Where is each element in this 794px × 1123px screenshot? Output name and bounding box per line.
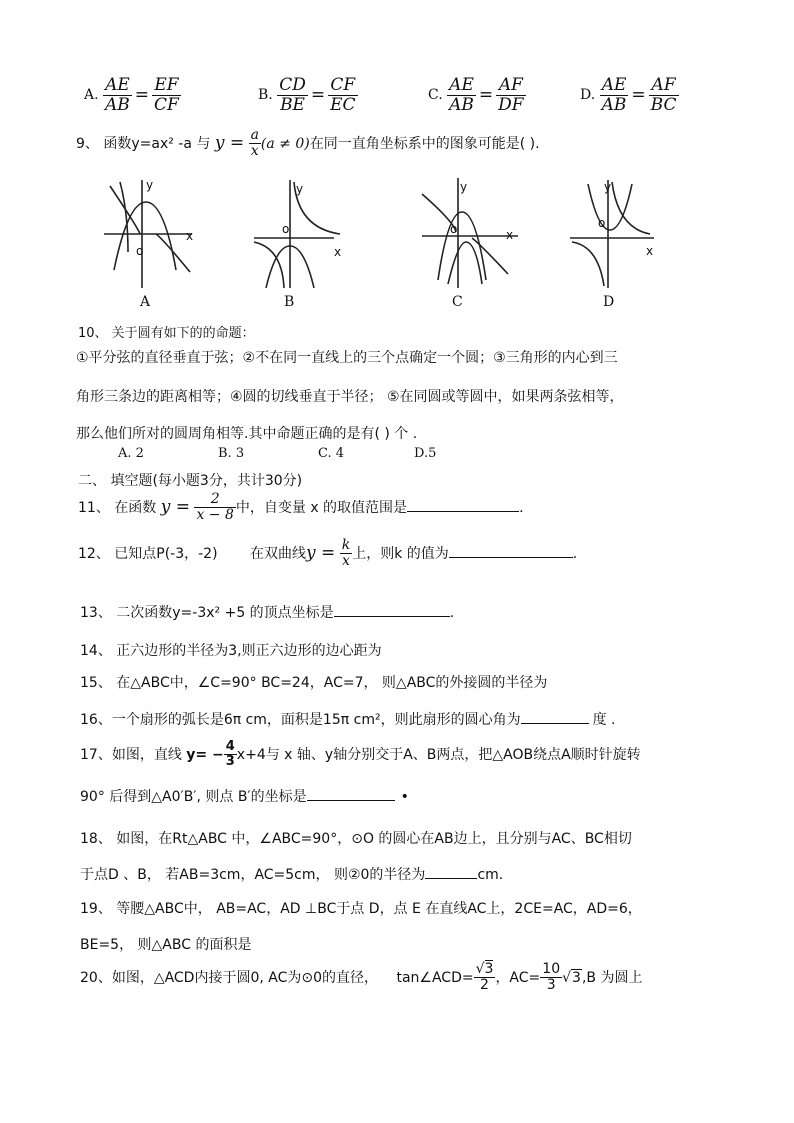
q20-ac-den: 3	[546, 977, 556, 994]
q12-answer-blank[interactable]	[449, 557, 573, 558]
q8-left-den: AB	[105, 94, 130, 115]
q8-equals: =	[478, 85, 494, 106]
q17-fraction	[224, 740, 237, 770]
graph-a-y-label: y	[146, 178, 154, 192]
q8-option-b	[258, 76, 358, 114]
q8-equals: =	[631, 85, 646, 106]
q16-end: 度 .	[592, 712, 616, 728]
q12-prefix: 12、 已知点P(-3，-2)	[78, 545, 218, 562]
q20-tan-fraction	[474, 962, 496, 994]
q20-line	[80, 962, 642, 994]
q8-left-num: CD	[279, 75, 306, 95]
q10-opt-d: D.5	[414, 446, 437, 461]
q10-line3: 角形三条边的距离相等；④圆的切线垂直于半径； ⑤在同圆或等圆中，如果两条弦相等，	[76, 389, 624, 405]
q8-left-den: AB	[449, 94, 474, 115]
graph-d-letter: D	[603, 294, 615, 310]
q12-suffix: 上，则k 的值为	[352, 545, 449, 562]
q19-line2: BE=5， 则△ABC 的面积是	[80, 937, 252, 953]
q17-frac-den: 3	[225, 754, 235, 770]
q8-right-fraction	[152, 76, 181, 114]
q9-prefix: 9、 函数y=ax² -a 与	[76, 135, 211, 152]
q8-option-c	[428, 76, 526, 114]
q9-suffix: 在同一直角坐标系中的图象可能是( ).	[309, 135, 540, 152]
q11-line	[78, 492, 524, 524]
q18-line1: 18、 如图，在Rt△ABC 中，∠ABC=90°，⊙O 的圆心在AB边上，且分别与AC、BC相切	[80, 831, 632, 847]
q9-fraction	[249, 128, 261, 160]
q17-line2	[80, 786, 409, 806]
q12-fraction	[340, 538, 352, 570]
q8-left-fraction	[447, 76, 476, 114]
q8-right-num: EF	[152, 76, 181, 96]
q8-right-den: BC	[650, 94, 677, 115]
q8-right-num: CF	[328, 76, 357, 96]
q12-y-eq: y =	[306, 542, 336, 563]
graph-c-inner-curve	[448, 242, 482, 284]
graph-c-hyperbola-2	[472, 238, 508, 274]
q8-equals: =	[134, 85, 150, 106]
q17-end: •	[400, 789, 409, 805]
section-2-heading: 二、 填空题(每小题3分，共计30分)	[78, 473, 303, 489]
graph-a-o-label: o	[136, 244, 144, 258]
q8-option-letter: A.	[84, 87, 99, 104]
q11-suffix: 中，自变量 x 的取值范围是	[235, 499, 408, 516]
q8-right-den: DF	[498, 94, 524, 115]
q9-frac-num: a	[250, 127, 259, 143]
q10-line4: 那么他们所对的圆周角相等.其中命题正确的是有( ) 个 .	[76, 426, 418, 442]
q12-line	[78, 538, 577, 570]
q8-right-den: EC	[330, 94, 356, 115]
q19-line1: 19、 等腰△ABC中， AB=AC，AD ⊥BC于点 D，点 E 在直线AC上，2CE=AC，AD=6，	[80, 901, 642, 917]
q11-frac-num: 2	[194, 492, 235, 508]
q8-option-letter: D.	[580, 87, 596, 104]
q9-line	[76, 128, 540, 160]
q18-line2	[80, 864, 503, 884]
q11-y-eq: y =	[160, 496, 190, 517]
graph-b-x-label: x	[334, 245, 342, 259]
q12-frac-den: x	[342, 553, 350, 570]
graph-a-parabola	[114, 202, 176, 270]
q20-ac-num: 10	[542, 961, 561, 977]
q17-answer-blank[interactable]	[307, 800, 395, 801]
q15-line: 15、 在△ABC中，∠C=90° BC=24，AC=7， 则△ABC的外接圆的半径为	[80, 675, 548, 691]
graph-c-o-label: o	[450, 222, 458, 236]
q20-ac-radicand: 3	[572, 969, 581, 986]
graph-c-x-label: x	[506, 228, 514, 242]
graph-b-letter: B	[284, 294, 295, 310]
q17-suffix: x+4与 x 轴、y轴分别交于A、B两点，把△AOB绕点A顺时针旋转	[236, 746, 641, 763]
q8-left-den: BE	[280, 94, 305, 115]
graph-a-letter: A	[140, 294, 151, 310]
q13-answer-blank[interactable]	[334, 616, 450, 617]
q20-suffix: ,B 为圆上	[581, 969, 643, 986]
graph-a-x-label: x	[186, 229, 194, 243]
graph-c-letter: C	[452, 294, 463, 310]
q8-option-d	[580, 76, 679, 114]
q12-end: .	[572, 545, 578, 562]
graph-b-hyperbola-2	[254, 242, 284, 288]
q8-right-num: AF	[496, 76, 525, 96]
q8-right-fraction	[649, 76, 679, 114]
q10-line2: ①平分弦的直径垂直于弦；②不在同一直线上的三个点确定一个圆；③三角形的内心到三	[76, 350, 618, 366]
graph-d-o-label: o	[598, 216, 606, 230]
q10-opt-a: A. 2	[118, 446, 144, 461]
q17-frac-num: 4	[225, 739, 235, 754]
q8-left-num: AE	[600, 76, 629, 96]
q16-answer-blank[interactable]	[521, 723, 589, 724]
q18-end: cm.	[477, 867, 504, 883]
graph-c-y-label: y	[460, 180, 468, 194]
q8-left-num: AE	[447, 76, 476, 96]
q20-ac-label: ，AC=	[495, 969, 541, 986]
graph-d-y-label: y	[604, 180, 612, 194]
q18-line2-text: 于点D 、B， 若AB=3cm，AC=5cm， 则②0的半径为	[80, 867, 426, 883]
q10-line1: 10、 关于圆有如下的的命题：	[78, 326, 255, 341]
graph-d-x-label: x	[646, 244, 654, 258]
q20-tan-label: tan∠ACD=	[396, 969, 474, 986]
q8-right-fraction	[328, 76, 357, 114]
q11-prefix: 11、 在函数	[78, 499, 157, 516]
q8-right-den: CF	[154, 94, 179, 115]
q18-answer-blank[interactable]	[425, 878, 477, 879]
q11-answer-blank[interactable]	[407, 511, 519, 512]
q17-y-eq: y= −	[186, 746, 224, 763]
q8-left-den: AB	[601, 94, 627, 115]
q11-frac-den: x − 8	[196, 507, 234, 524]
q8-option-letter: C.	[428, 87, 443, 104]
graph-b-o-label: o	[282, 222, 290, 236]
q8-right-fraction	[496, 76, 525, 114]
q20-tan-den: 2	[480, 977, 489, 994]
q16-text: 16、一个扇形的弧长是6π cm，面积是15π cm²，则此扇形的圆心角为	[80, 712, 521, 728]
q20-ac-fraction	[540, 962, 562, 994]
graph-c-parabola	[438, 212, 486, 280]
graph-d	[566, 176, 658, 290]
q8-left-fraction	[103, 76, 132, 114]
q13-end: .	[449, 605, 455, 621]
q8-option-a	[84, 76, 181, 114]
q13-text: 13、 二次函数y=-3x² +5 的顶点坐标是	[80, 605, 334, 621]
q17-line2-text: 90° 后得到△A0′B′, 则点 B′的坐标是	[80, 789, 307, 805]
q20-tan-num: √3	[475, 961, 494, 977]
q9-y-eq: y =	[214, 132, 245, 153]
q8-option-letter: B.	[258, 87, 273, 104]
graph-b-y-label: y	[296, 182, 304, 196]
q17-line1	[80, 740, 641, 770]
q17-prefix: 17、如图，直线	[80, 746, 182, 763]
q8-equals: =	[310, 85, 326, 106]
q10-opt-c: C. 4	[318, 446, 345, 461]
q20-prefix: 20、如图，△ACD内接于圆0, AC为⊙0的直径，	[80, 969, 379, 986]
q16-line	[80, 709, 615, 729]
q8-left-fraction	[277, 76, 308, 114]
q13-line	[80, 602, 454, 622]
graph-d-hyperbola-2	[572, 242, 604, 286]
q8-right-num: AF	[649, 76, 679, 96]
q8-left-num: AE	[103, 76, 132, 96]
q9-frac-den: x	[250, 143, 259, 160]
q20-ac-sqrt: √3	[562, 969, 581, 986]
q8-left-fraction	[600, 76, 629, 114]
q12-mid: 在双曲线	[250, 545, 307, 562]
q14-line: 14、 正六边形的半径为3,则正六边形的边心距为	[80, 643, 382, 659]
q9-condition: (a ≠ 0)	[260, 135, 310, 152]
q12-frac-num: k	[341, 537, 351, 553]
q11-end: .	[519, 499, 524, 516]
q20-tan-radicand: 3	[484, 961, 494, 977]
q11-fraction	[194, 492, 235, 524]
q10-opt-b: B. 3	[218, 446, 245, 461]
